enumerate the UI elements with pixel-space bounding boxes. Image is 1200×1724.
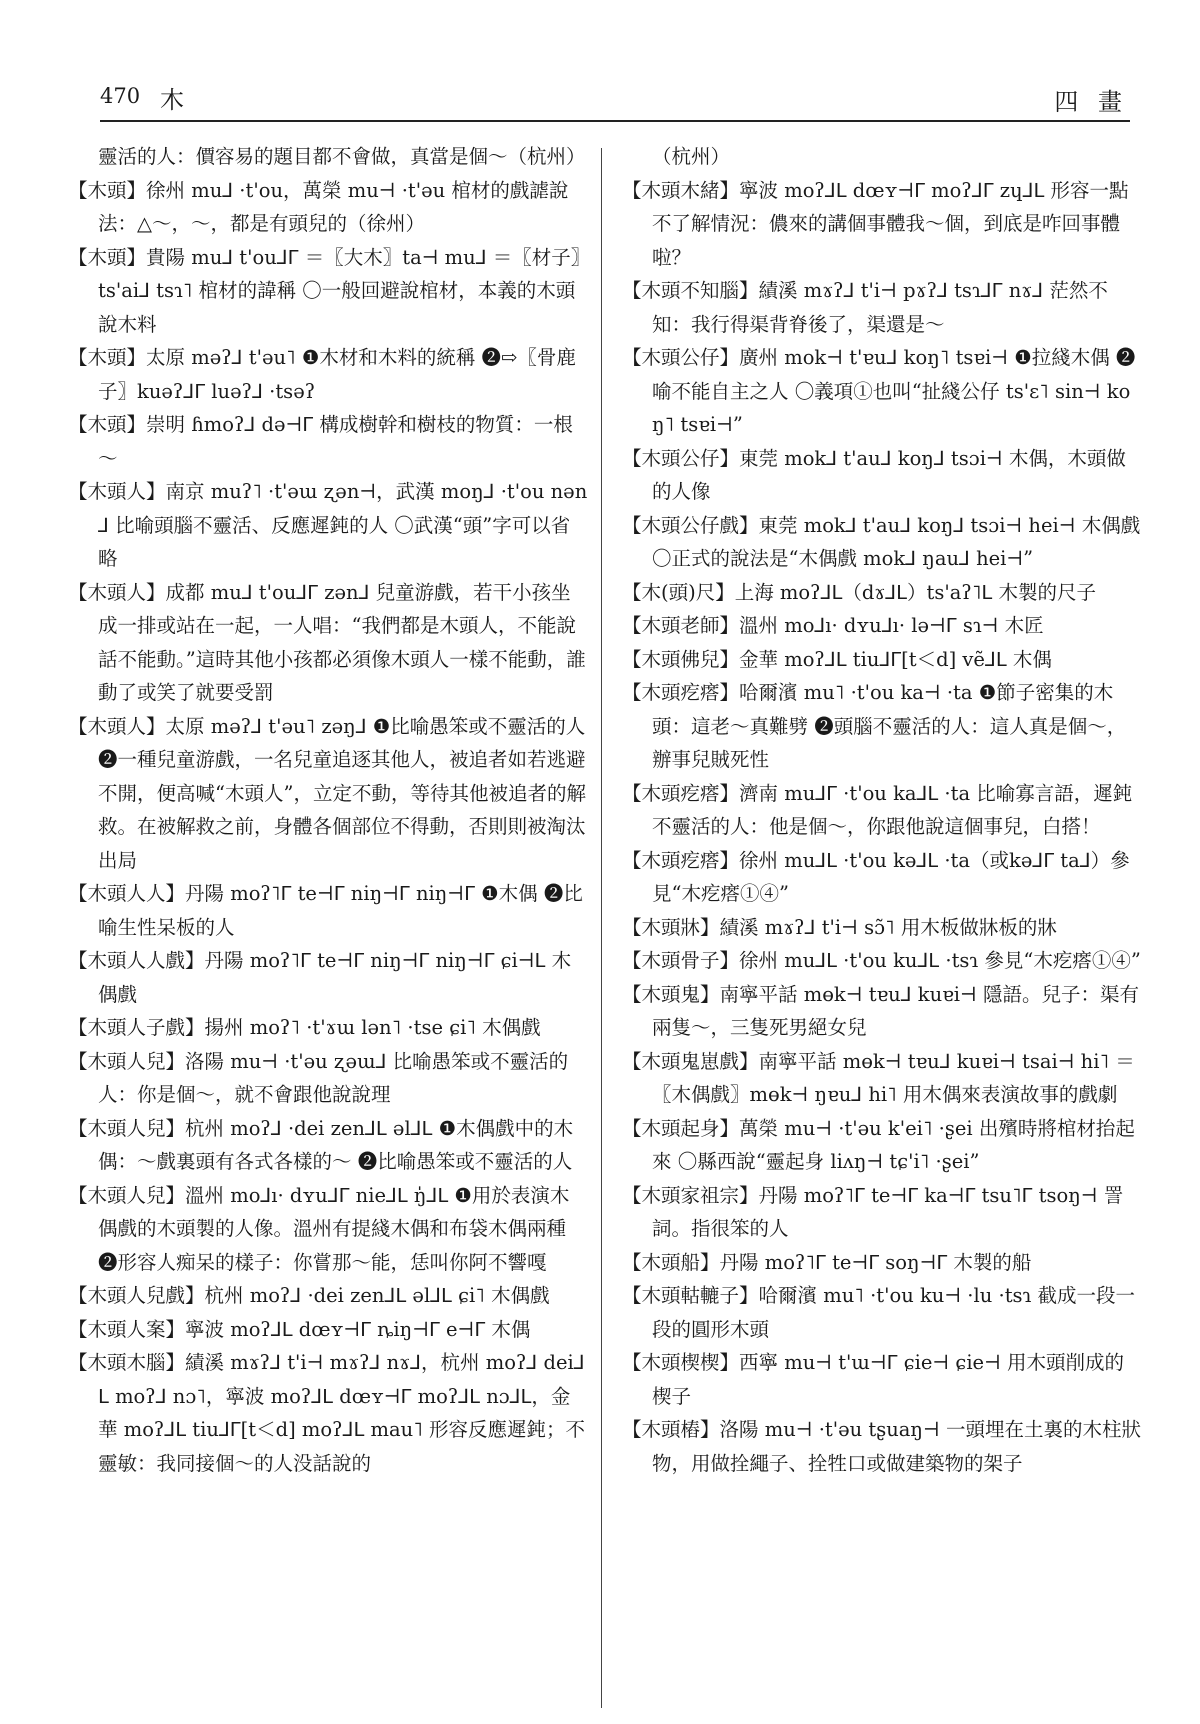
dictionary-entry: 【木頭疙瘩】哈爾濱 mu˥ ·t'ou ka⊣ ·ta ❶節子密集的木頭：這老～真難劈 ❷頭腦不靈活的人：這人真是個～，辦事兒賊死性 [622,681,1127,771]
dictionary-entry: 【木頭人】南京 muʔ˥ ·t'əɯ ʐən⊣，武漢 moŋ⅃ ·t'ou nən⅃ 比喻頭腦不靈活、反應遲鈍的人 〇武漢“頭”字可以省略 [68,480,588,570]
dictionary-entry: 【木頭公仔】東莞 mok⅃ t'au⅃ koŋ⅃ tsɔi⊣ 木偶，木頭做的人像 [622,446,1126,503]
dictionary-entry: 【木頭人】成都 mu⅃ t'ou⅃ᒥ zən⅃ 兒童游戲，若干小孩坐成一排或站在一起，一人唱：“我們都是木頭人，不能說話不能動。”這時其他小孩都必須像木頭人一樣不能動，誰動了或笑了就要受罰 [68,580,586,704]
dictionary-entry: 【木頭骨子】徐州 mu⅃ᒪ ·t'ou ku⅃ᒪ ·tsɿ 參見“木疙瘩①④” [622,949,1141,972]
dictionary-entry: 【木頭老師】溫州 mo⅃ı· dʏu⅃ı· lə⊣ᒥ sɿ⊣ 木匠 [622,614,1044,637]
dictionary-entry: 【木頭人兒】溫州 mo⅃ı· dʏu⅃ᒥ nie⅃ᒪ ŋ̍⅃ᒪ ❶用於表演木偶戲的木頭製的人像。溫州有提綫木偶和布袋木偶兩種 ❷形容人痴呆的樣子：你嘗那～能，恁叫你阿不響嘎 [68,1183,570,1274]
dictionary-entry: 【木頭】貴陽 mu⅃ t'ou⅃ᒥ ＝〖大木〗ta⊣ mu⅃ ＝〖材子〗ts'ai⅃ tsɿ˥ 棺材的諱稱 〇一般回避說棺材，本義的木頭說木料 [68,245,581,336]
section-heading: 四 畫 [1054,88,1128,116]
dictionary-entry: 【木頭】崇明 ɦmoʔ⅃ də⊣ᒥ 構成樹幹和樹枝的物質：一根～ [68,413,573,470]
dictionary-entry: 【木頭人案】寧波 moʔ⅃ᒪ dœʏ⊣ᒥ ȵiŋ⊣ᒥ e⊣ᒥ 木偶 [68,1317,531,1341]
dictionary-entry: 【木頭公仔】廣州 mok⊣ t'ɐu⅃ koŋ˥ tsɐi⊣ ❶拉綫木偶 ❷喻不能自主之人 〇義項①也叫“扯綫公仔 ts'ɛ˥ sin⊣ koŋ˥ tsɐi⊣” [622,346,1136,436]
dictionary-entry: 【木頭楔楔】西寧 mu⊣ t'ɯ⊣ᒥ ɕie⊣ ɕie⊣ 用木頭削成的楔子 [622,1351,1125,1408]
dictionary-entry: 【木頭牀】績溪 mɤʔ⅃ t'i⊣ sɔ̃˥ 用木板做牀板的牀 [622,915,1057,939]
dictionary-entry: 【木頭人兒】洛陽 mu⊣ ·t'əu ʐəɯ⅃ 比喻愚笨或不靈活的人：你是個～，就不會跟他說說理 [68,1049,569,1106]
dictionary-entry: 【木頭木腦】績溪 mɤʔ⅃ t'i⊣ mɤʔ⅃ nɤ⅃，杭州 moʔ⅃ dei⅃ᒪ moʔ⅃ nɔ˥，寧波 moʔ⅃ᒪ dœʏ⊣ᒥ moʔ⅃ᒪ nɔ⅃ᒪ，金華 moʔ⅃ᒪ tiu⅃ᒥ[t＜d] moʔ⅃ᒪ mau˥ 形容反應遲鈍；不靈敏：我同接個～的人没話說的 [68,1351,586,1475]
dictionary-entry: 【木頭鬼崽戲】南寧平話 mɵk⊣ tɐu⅃ kuɐi⊣ tsai⊣ hi˥ ＝〖木偶戲〗mɵk⊣ ŋɐu⅃ hi˥ 用木偶來表演故事的戲劇 [622,1049,1135,1106]
dictionary-entry: 【木頭公仔戲】東莞 mok⅃ t'au⅃ koŋ⅃ tsɔi⊣ hei⊣ 木偶戲 〇正式的說法是“木偶戲 mok⅃ ŋau⅃ hei⊣” [622,513,1141,570]
dictionary-entry: 【木頭人兒戲】杭州 moʔ⅃ ·dei zen⅃ᒪ əl⅃ᒪ ɕi˥ 木偶戲 [68,1284,550,1307]
dictionary-entry: 【木頭疙瘩】濟南 mu⅃ᒥ ·t'ou ka⅃ᒪ ·ta 比喻寡言語，遲鈍不靈活的人：他是個～，你跟他說這個事兒，白搭！ [622,781,1133,838]
right-column [622,140,1142,1480]
dictionary-entry: 【木(頭)尺】上海 moʔ⅃ᒪ（dɤ⅃ᒪ）ts'aʔ˥ᒪ 木製的尺子 [622,580,1096,604]
dictionary-entry: （杭州） [652,145,731,168]
page-header [100,80,1130,116]
dictionary-entry: 【木頭軲轆子】哈爾濱 mu˥ ·t'ou ku⊣ ·lu ·tsɿ 截成一段一段的圓形木頭 [622,1284,1136,1341]
dictionary-entry: 【木頭不知腦】績溪 mɤʔ⅃ t'i⊣ pɤʔ⅃ tsɿ⅃ᒥ nɤ⅃ 茫然不知：我行得渠背脊後了，渠還是～ [622,279,1108,336]
dictionary-entry: 【木頭】徐州 mu⅃ ·t'ou，萬榮 mu⊣ ·t'əu 棺材的戲謔說法：△～，～，都是有頭兒的（徐州） [68,178,569,235]
dictionary-entry: 【木頭佛兒】金華 moʔ⅃ᒪ tiu⅃ᒥ[t＜d] vẽ⅃ᒪ 木偶 [622,647,1052,671]
dictionary-entry: 【木頭疙瘩】徐州 mu⅃ᒪ ·t'ou kə⅃ᒪ ·ta（或kə⅃ᒥ ta⅃）參見“木疙瘩①④” [622,848,1130,905]
header-rule [100,120,1130,122]
dictionary-entry: 【木頭人子戲】揚州 moʔ˥ ·t'ɤɯ lən˥ ·tse ɕi˥ 木偶戲 [68,1016,541,1039]
dictionary-entry: 【木頭人人】丹陽 moʔ˥ᒥ te⊣ᒥ niŋ⊣ᒥ niŋ⊣ᒥ ❶木偶 ❷比喻生性呆板的人 [68,882,583,939]
column-divider [601,148,602,1708]
page-number: 470 [100,84,141,108]
dictionary-entry: 【木頭人兒】杭州 moʔ⅃ ·dei zen⅃ᒪ əl⅃ᒪ ❶木偶戲中的木偶：～戲裏頭有各式各樣的～ ❷比喻愚笨或不靈活的人 [68,1116,574,1173]
dictionary-entry: 靈活的人：價容易的題目都不會做，真當是個～（杭州） [98,145,586,168]
radical-heading: 木 [160,86,184,114]
left-column [68,140,588,1480]
dictionary-entry: 【木頭船】丹陽 moʔ˥ᒥ te⊣ᒥ soŋ⊣ᒥ 木製的船 [622,1250,1032,1274]
dictionary-entry: 【木頭】太原 məʔ⅃ t'əu˥ ❶木材和木料的統稱 ❷⇨〖骨鹿子〗kuəʔ⅃ᒥ luəʔ⅃ ·tsəʔ [68,346,576,403]
dictionary-entry: 【木頭木緒】寧波 moʔ⅃ᒪ dœʏ⊣ᒥ moʔ⅃ᒥ zɥ⅃ᒪ 形容一點不了解情況：儂來的講個事體我～個，到底是咋回事體啦？ [622,178,1129,269]
dictionary-entry: 【木頭鬼】南寧平話 mɵk⊣ tɐu⅃ kuɐi⊣ 隱語。兒子：渠有兩隻～，三隻死男絕女兒 [622,982,1139,1039]
dictionary-entry: 【木頭家祖宗】丹陽 moʔ˥ᒥ te⊣ᒥ ka⊣ᒥ tsu˥ᒥ tsoŋ⊣ 詈詞。指很笨的人 [622,1183,1124,1240]
dictionary-entry: 【木頭樁】洛陽 mu⊣ ·t'əu tʂuaŋ⊣ 一頭埋在土裏的木柱狀物，用做拴繩子、拴牲口或做建築物的架子 [622,1418,1141,1475]
dictionary-entry: 【木頭人】太原 məʔ⅃ t'əu˥ zəŋ⅃ ❶比喻愚笨或不靈活的人 ❷一種兒童游戲，一名兒童追逐其他人，被追者如若逃避不開，便高喊“木頭人”，立定不動，等待其他被追者的解救。在被解救之前，身體各個部位不得動，否則則被淘汰出局 [68,714,586,872]
dictionary-entry: 【木頭人人戲】丹陽 moʔ˥ᒥ te⊣ᒥ niŋ⊣ᒥ niŋ⊣ᒥ ɕi⊣ᒪ 木偶戲 [68,949,572,1006]
dictionary-entry: 【木頭起身】萬榮 mu⊣ ·t'əu k'ei˥ ·ʂei 出殯時將棺材抬起來 〇縣西說“靈起身 liʌŋ⊣ tɕ'i˥ ·ʂei” [622,1116,1135,1173]
